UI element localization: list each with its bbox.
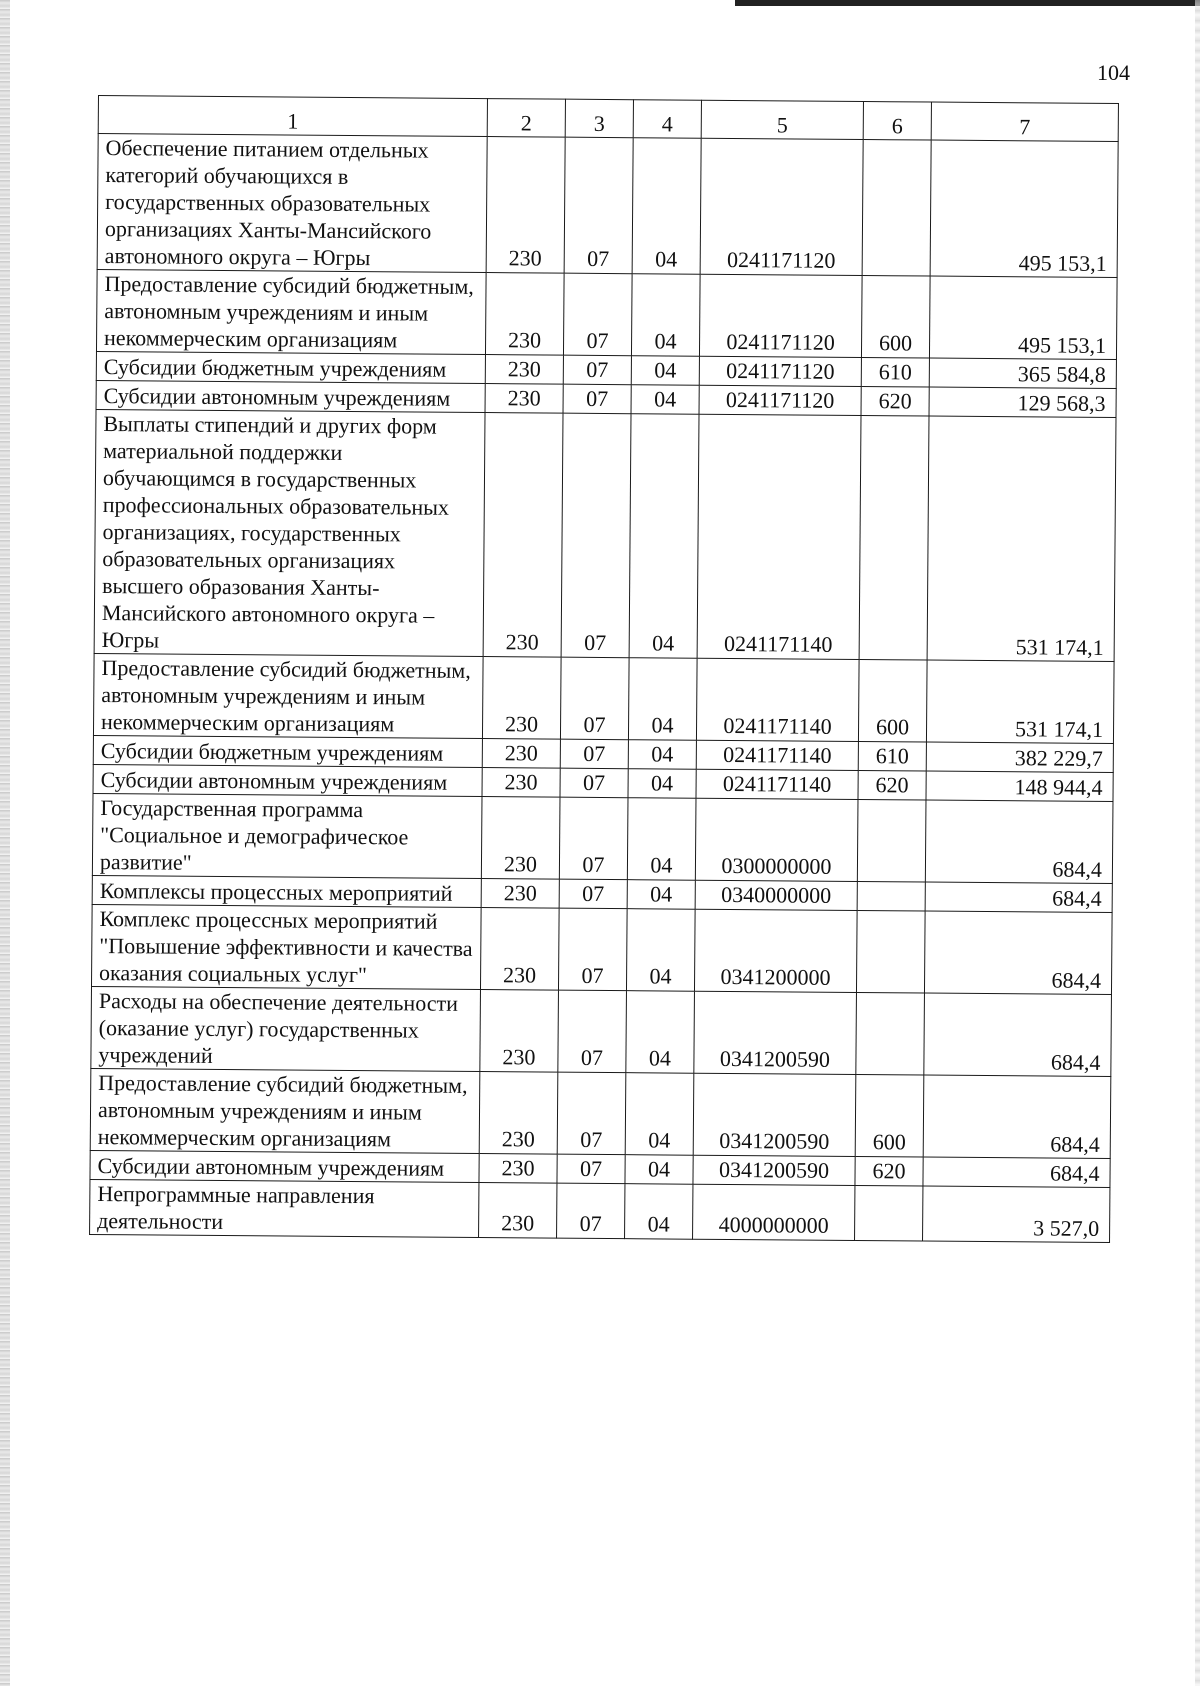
row-amount: 684,4 xyxy=(924,911,1112,994)
row-amount: 684,4 xyxy=(924,993,1112,1076)
row-section: 07 xyxy=(557,1072,626,1155)
row-name: Предоставление субсидий бюджетным, автономным учреждениям и иным некоммерческим организациям xyxy=(93,653,483,738)
row-section: 07 xyxy=(563,384,631,414)
row-expense-type xyxy=(862,140,931,277)
row-target-article: 0241171140 xyxy=(697,414,861,659)
row-name: Обеспечение питанием отдельных категорий обучающихся в государственных образовательных организациях Ханты-Мансийского автономного округа – Югры xyxy=(97,134,487,273)
row-name: Предоставление субсидий бюджетным, автономным учреждениям и иным некоммерческим организациям xyxy=(90,1068,480,1153)
row-section: 07 xyxy=(557,1154,625,1184)
header-col-1: 1 xyxy=(98,96,487,137)
row-target-article: 0341200590 xyxy=(694,991,857,1074)
row-admin-code: 230 xyxy=(481,879,559,909)
row-admin-code: 230 xyxy=(479,1072,558,1155)
row-amount: 531 174,1 xyxy=(927,416,1116,661)
row-amount: 495 153,1 xyxy=(929,276,1117,359)
row-target-article: 0241171140 xyxy=(696,658,859,741)
row-subsection: 04 xyxy=(631,274,700,357)
row-section: 07 xyxy=(564,137,633,274)
row-expense-type xyxy=(859,416,929,661)
row-subsection: 04 xyxy=(628,658,697,741)
row-subsection: 04 xyxy=(626,991,695,1074)
row-expense-type xyxy=(856,910,925,993)
row-admin-code: 230 xyxy=(479,1154,557,1184)
row-name: Расходы на обеспечение деятельности (оказание услуг) государственных учреждений xyxy=(91,986,481,1071)
row-admin-code: 230 xyxy=(486,137,565,274)
row-section: 07 xyxy=(557,1183,625,1239)
row-subsection: 04 xyxy=(629,414,699,659)
row-admin-code: 230 xyxy=(479,1183,557,1239)
row-name: Государственная программа "Социальное и демографическое развитие" xyxy=(92,793,482,878)
row-target-article: 0241171120 xyxy=(699,356,861,386)
header-col-3: 3 xyxy=(565,99,633,138)
row-name: Субсидии автономным учреждениям xyxy=(93,764,482,796)
row-name: Выплаты стипендий и других форм материальной поддержки обучающимся в государственных профессиональных образовательных организациях, государственных образовательных организациях высшего образования Ханты-Мансийского автономного округа – Югры xyxy=(94,409,485,656)
header-col-2: 2 xyxy=(487,99,565,138)
table-row xyxy=(91,904,1112,994)
row-expense-type xyxy=(857,881,925,911)
row-name: Субсидии автономным учреждениям xyxy=(90,1150,479,1182)
header-col-4: 4 xyxy=(633,100,701,139)
header-col-6: 6 xyxy=(863,102,931,141)
table-row xyxy=(96,269,1117,359)
row-section: 07 xyxy=(559,797,628,880)
scan-edge-right xyxy=(1195,0,1200,1686)
row-subsection: 04 xyxy=(627,880,695,910)
row-expense-type: 600 xyxy=(858,659,927,742)
row-amount: 684,4 xyxy=(923,1075,1111,1158)
row-target-article: 0241171120 xyxy=(700,138,863,275)
row-section: 07 xyxy=(560,739,628,769)
row-amount: 382 229,7 xyxy=(926,742,1113,772)
row-amount: 148 944,4 xyxy=(926,771,1113,801)
table-row xyxy=(90,1068,1111,1158)
row-target-article: 0341200590 xyxy=(693,1155,855,1185)
row-admin-code: 230 xyxy=(482,657,561,740)
row-section: 07 xyxy=(563,273,632,356)
table-row xyxy=(91,986,1112,1076)
table-row xyxy=(93,653,1114,743)
row-expense-type: 610 xyxy=(858,741,926,771)
row-amount: 495 153,1 xyxy=(930,140,1118,277)
row-target-article: 0341200000 xyxy=(694,909,857,992)
table-row xyxy=(90,1179,1110,1242)
table-row xyxy=(92,793,1113,883)
row-expense-type: 620 xyxy=(858,770,926,800)
row-target-article: 0340000000 xyxy=(695,880,857,910)
row-expense-type: 620 xyxy=(861,387,929,417)
row-name: Комплексы процессных мероприятий xyxy=(92,875,481,907)
row-section: 07 xyxy=(560,768,628,798)
budget-table xyxy=(89,95,1119,1243)
row-target-article: 0241171120 xyxy=(699,385,861,415)
row-subsection: 04 xyxy=(625,1073,694,1156)
row-expense-type xyxy=(855,1185,923,1241)
row-section: 07 xyxy=(560,657,629,740)
row-target-article: 0241171120 xyxy=(699,274,862,357)
row-expense-type: 600 xyxy=(861,276,930,359)
row-subsection: 04 xyxy=(631,385,699,415)
row-admin-code: 230 xyxy=(480,990,559,1073)
row-admin-code: 230 xyxy=(485,355,563,385)
row-name: Предоставление субсидий бюджетным, автономным учреждениям и иным некоммерческим организациям xyxy=(96,269,486,354)
row-subsection: 04 xyxy=(628,740,696,770)
table-row xyxy=(94,409,1116,661)
budget-table-container xyxy=(89,95,1118,1243)
scan-edge-left xyxy=(0,0,10,1686)
row-amount: 684,4 xyxy=(925,800,1113,883)
row-section: 07 xyxy=(559,879,627,909)
row-expense-type: 620 xyxy=(855,1156,923,1186)
row-section: 07 xyxy=(558,908,627,991)
row-subsection: 04 xyxy=(625,1155,693,1185)
row-admin-code: 230 xyxy=(482,739,560,769)
row-expense-type: 610 xyxy=(861,358,929,388)
row-section: 07 xyxy=(563,355,631,385)
row-amount: 531 174,1 xyxy=(926,660,1114,743)
row-amount: 365 584,8 xyxy=(929,358,1116,388)
row-admin-code: 230 xyxy=(480,908,559,991)
header-col-5: 5 xyxy=(701,100,863,139)
row-name: Субсидии автономным учреждениям xyxy=(96,380,485,412)
row-admin-code: 230 xyxy=(481,797,560,880)
header-col-7: 7 xyxy=(931,102,1118,141)
row-target-article: 0241171140 xyxy=(696,769,858,799)
row-subsection: 04 xyxy=(631,356,699,386)
row-target-article: 0341200590 xyxy=(693,1073,856,1156)
row-subsection: 04 xyxy=(627,798,696,881)
row-amount: 3 527,0 xyxy=(923,1186,1110,1242)
page-number: 104 xyxy=(1097,60,1130,85)
row-amount: 129 568,3 xyxy=(929,387,1116,417)
row-expense-type: 600 xyxy=(855,1074,924,1157)
row-amount: 684,4 xyxy=(925,882,1112,912)
row-subsection: 04 xyxy=(625,1184,693,1240)
row-target-article: 0300000000 xyxy=(695,798,858,881)
table-body xyxy=(90,134,1119,1243)
row-admin-code: 230 xyxy=(483,413,563,658)
row-expense-type xyxy=(857,799,926,882)
scan-edge-top xyxy=(735,0,1200,6)
row-subsection: 04 xyxy=(626,909,695,992)
row-name: Субсидии бюджетным учреждениям xyxy=(93,735,482,767)
row-subsection: 04 xyxy=(632,138,701,275)
row-target-article: 4000000000 xyxy=(693,1184,855,1240)
row-admin-code: 230 xyxy=(485,384,563,414)
row-target-article: 0241171140 xyxy=(696,740,858,770)
row-name: Непрограммные направления деятельности xyxy=(90,1179,479,1237)
row-amount: 684,4 xyxy=(923,1157,1110,1187)
row-admin-code: 230 xyxy=(482,768,560,798)
row-name: Субсидии бюджетным учреждениям xyxy=(96,351,485,383)
table-row xyxy=(97,134,1118,278)
row-subsection: 04 xyxy=(628,769,696,799)
row-admin-code: 230 xyxy=(485,273,564,356)
row-section: 07 xyxy=(561,413,631,658)
row-section: 07 xyxy=(558,990,627,1073)
row-expense-type xyxy=(856,992,925,1075)
row-name: Комплекс процессных мероприятий "Повышение эффективности и качества оказания социальных услуг" xyxy=(91,904,481,989)
